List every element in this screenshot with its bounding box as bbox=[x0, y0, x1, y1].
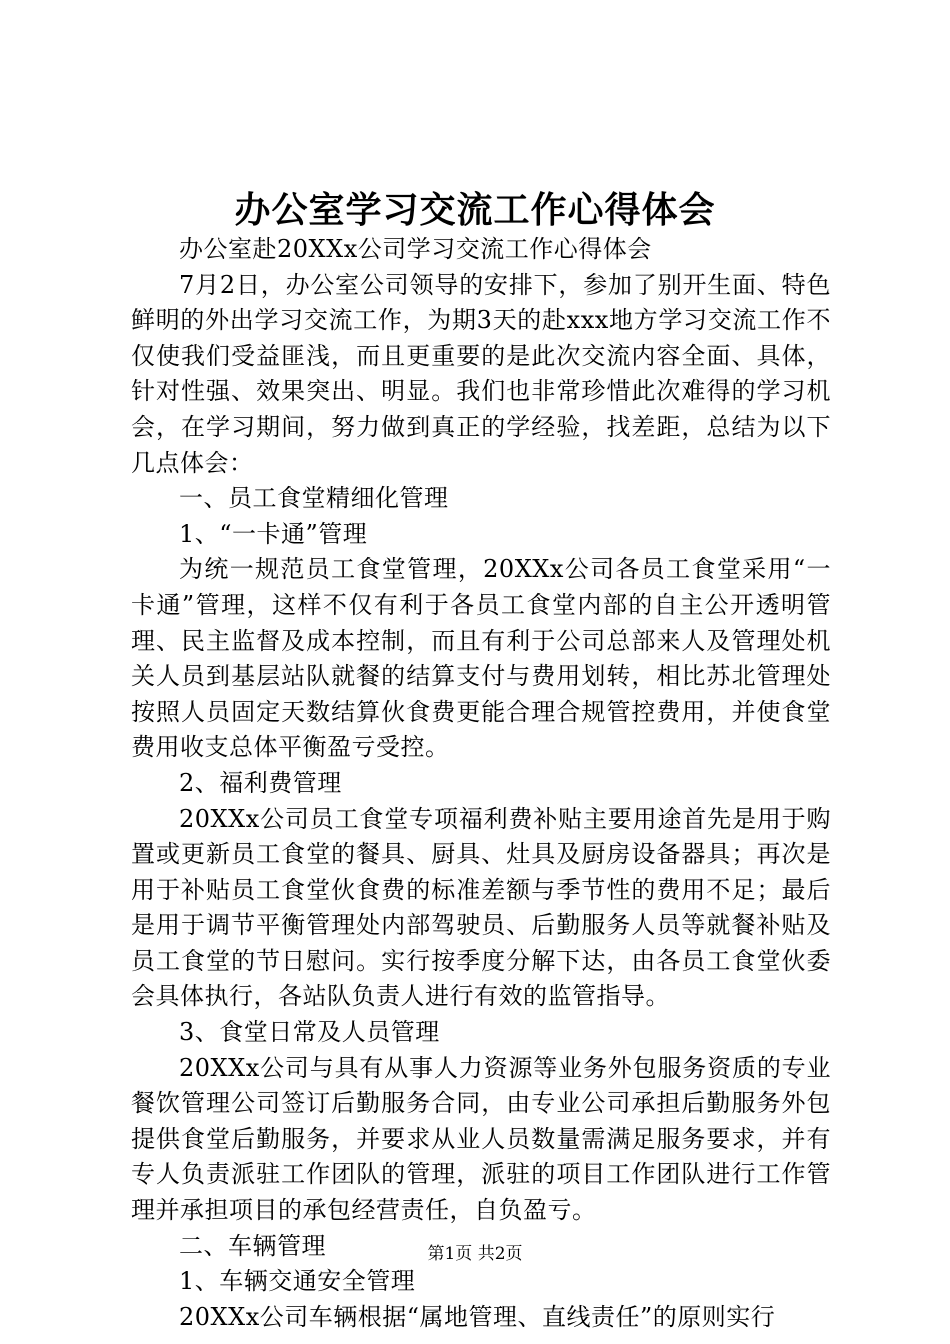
page-footer: 第1页 共2页 bbox=[427, 1244, 523, 1264]
subheading-welfare: 2、福利费管理 bbox=[179, 768, 342, 797]
paragraph-canteen-daily: 20XXx公司与具有从事人力资源等业务外包服务资质的专业餐饮管理公司签订后勤服务合同，由专业公司承担后勤服务外包提供食堂后勤服务，并要求从业人员数量需满足服务要求，并有专人负责派驻工作团队的管理，派驻的项目工作团队进行工作管理并承担项目的承包经营责任，自负盈亏。 bbox=[131, 1053, 831, 1225]
subheading-canteen-daily: 3、食堂日常及人员管理 bbox=[179, 1018, 440, 1047]
subheading-one-card: 1、“一卡通”管理 bbox=[179, 519, 368, 548]
paragraph-intro: 7月2日，办公室公司领导的安排下，参加了别开生面、特色鲜明的外出学习交流工作，为期3天的赴xxx地方学习交流工作不仅使我们受益匪浅，而且更重要的是此次交流内容全面、具体，针对性强、效果突出、明显。我们也非常珍惜此次难得的学习机会，在学习期间，努力做到真正的学经验，找差距，总结为以下几点体会： bbox=[131, 270, 831, 477]
document-title: 办公室学习交流工作心得体会 bbox=[234, 189, 716, 231]
paragraph-subtitle: 办公室赴20XXx公司学习交流工作心得体会 bbox=[179, 235, 652, 263]
paragraph-vehicle-safety: 20XXx公司车辆根据“属地管理、直线责任”的原则实行 bbox=[179, 1302, 776, 1331]
subheading-vehicle-safety: 1、车辆交通安全管理 bbox=[179, 1267, 416, 1296]
paragraph-one-card: 为统一规范员工食堂管理，20XXx公司各员工食堂采用“一卡通”管理，这样不仅有利于各员工食堂内部的自主公开透明管理、民主监督及成本控制，而且有利于公司总部来人及管理处机关人员到基层站队就餐的结算支付与费用划转，相比苏北管理处按照人员固定天数结算伙食费更能合理合规管控费用，并使食堂费用收支总体平衡盈亏受控。 bbox=[131, 555, 831, 762]
section-heading-vehicles: 二、车辆管理 bbox=[179, 1231, 326, 1260]
section-heading-canteen: 一、员工食堂精细化管理 bbox=[179, 484, 449, 513]
paragraph-welfare: 20XXx公司员工食堂专项福利费补贴主要用途首先是用于购置或更新员工食堂的餐具、厨具、灶具及厨房设备器具；再次是用于补贴员工食堂伙食费的标准差额与季节性的费用不足；最后是用于调节平衡管理处内部驾驶员、后勤服务人员等就餐补贴及员工食堂的节日慰问。实行按季度分解下达，由各员工食堂伙委会具体执行，各站队负责人进行有效的监管指导。 bbox=[131, 804, 831, 1011]
document-body bbox=[131, 232, 831, 1335]
